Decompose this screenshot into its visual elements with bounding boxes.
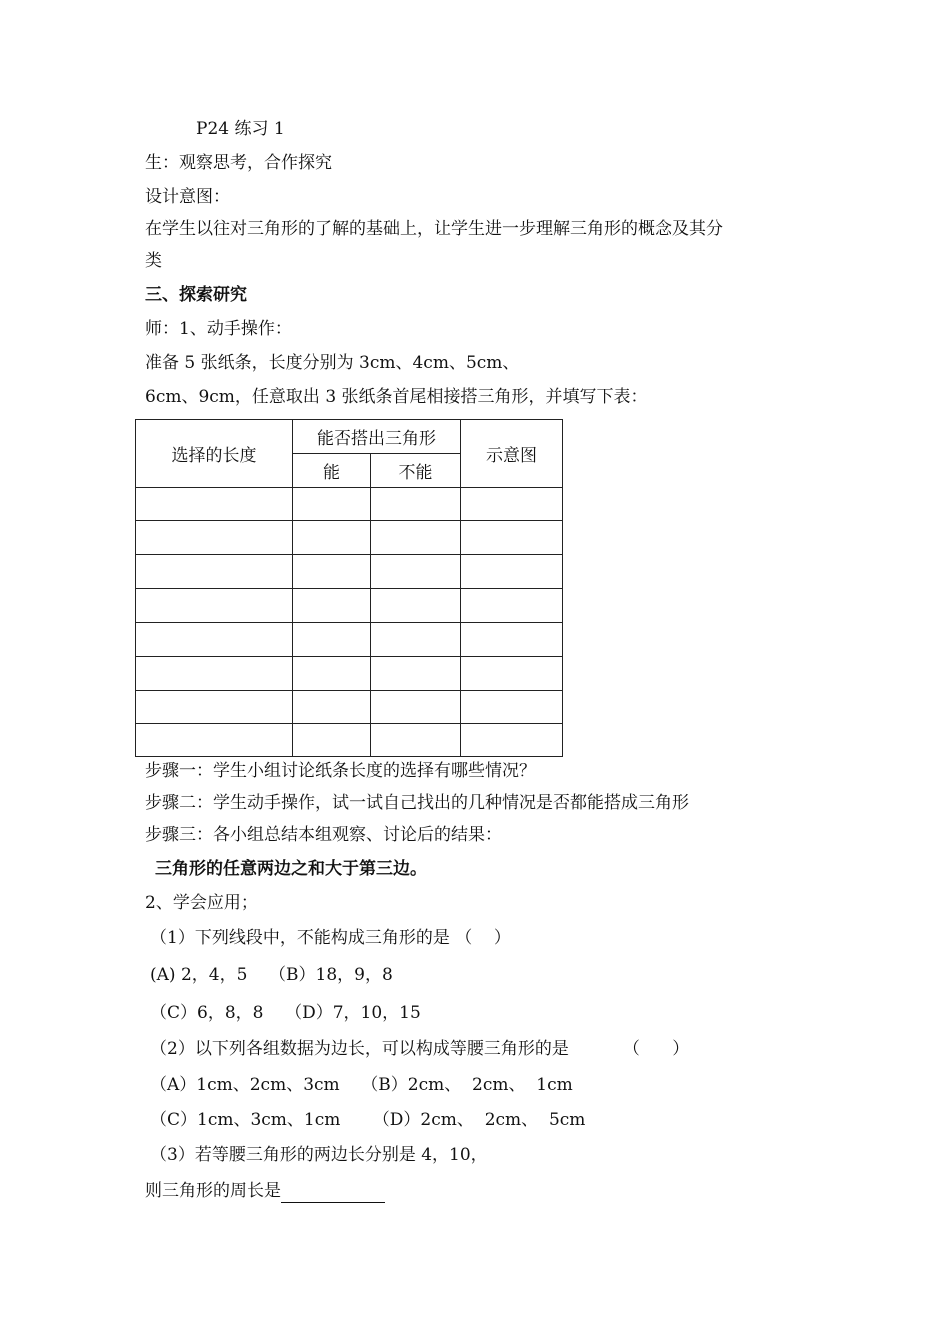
header-sketch: 示意图: [461, 420, 563, 488]
table-row: [136, 691, 563, 724]
cell[interactable]: [293, 657, 371, 691]
cell[interactable]: [461, 657, 563, 691]
table-row: [136, 521, 563, 555]
cell[interactable]: [136, 724, 293, 757]
cell[interactable]: [136, 691, 293, 724]
header-can: 能: [293, 454, 371, 488]
step-three: 步骤三：各小组总结本组观察、讨论后的结果：: [145, 825, 502, 845]
question-3-prompt: 则三角形的周长是: [145, 1181, 281, 1201]
cell[interactable]: [461, 691, 563, 724]
cell[interactable]: [461, 555, 563, 589]
cell[interactable]: [461, 724, 563, 757]
question-1-options-ab: (A) 2，4，5 （B）18，9，8: [150, 965, 393, 985]
table-row: [136, 589, 563, 623]
answer-blank[interactable]: [281, 1184, 385, 1203]
cell[interactable]: [136, 488, 293, 521]
question-3-line-2: [145, 1179, 385, 1203]
cell[interactable]: [293, 521, 371, 555]
cell[interactable]: [371, 657, 461, 691]
cell[interactable]: [136, 555, 293, 589]
cell[interactable]: [293, 555, 371, 589]
cell[interactable]: [371, 589, 461, 623]
triangle-inequality-conclusion: 三角形的任意两边之和大于第三边。: [155, 859, 427, 879]
cell[interactable]: [293, 589, 371, 623]
step-one: 步骤一：学生小组讨论纸条长度的选择有哪些情况？: [145, 761, 536, 781]
header-cannot: 不能: [371, 454, 461, 488]
question-3: （3）若等腰三角形的两边长分别是 4，10，: [150, 1145, 488, 1165]
exercise-ref: P24 练习 1: [196, 119, 285, 139]
cell[interactable]: [461, 623, 563, 657]
question-1-options-cd: （C）6，8，8 （D）7，10，15: [150, 1003, 421, 1023]
cell[interactable]: [136, 521, 293, 555]
cell[interactable]: [136, 623, 293, 657]
table-row: [136, 555, 563, 589]
cell[interactable]: [371, 724, 461, 757]
cell[interactable]: [136, 657, 293, 691]
header-can-build: 能否搭出三角形: [293, 420, 461, 454]
design-intent-text-2: 类: [145, 251, 162, 271]
cell[interactable]: [293, 724, 371, 757]
cell[interactable]: [293, 623, 371, 657]
section-heading: 三、探索研究: [145, 285, 247, 305]
cell[interactable]: [371, 521, 461, 555]
cell[interactable]: [371, 488, 461, 521]
triangle-table: [135, 419, 563, 757]
step-two: 步骤二：学生动手操作，试一试自己找出的几种情况是否都能搭成三角形: [145, 793, 689, 813]
teacher-activity: 师：1、动手操作：: [145, 319, 292, 339]
cell[interactable]: [461, 488, 563, 521]
cell[interactable]: [371, 691, 461, 724]
cell[interactable]: [461, 589, 563, 623]
table-row: [136, 488, 563, 521]
table-row: [136, 724, 563, 757]
design-intent-label: 设计意图：: [145, 187, 230, 207]
prepare-text-2: 6cm、9cm，任意取出 3 张纸条首尾相接搭三角形，并填写下表：: [145, 387, 648, 407]
cell[interactable]: [461, 521, 563, 555]
design-intent-text-1: 在学生以往对三角形的了解的基础上，让学生进一步理解三角形的概念及其分: [145, 219, 723, 239]
cell[interactable]: [293, 488, 371, 521]
cell[interactable]: [371, 623, 461, 657]
cell[interactable]: [136, 589, 293, 623]
cell[interactable]: [293, 691, 371, 724]
student-activity: 生：观察思考，合作探究: [145, 153, 332, 173]
question-2-options-ab: （A）1cm、2cm、3cm （B）2cm、 2cm、 1cm: [150, 1075, 573, 1095]
table-row: [136, 623, 563, 657]
header-choice: 选择的长度: [136, 420, 293, 488]
question-2: （2）以下列各组数据为边长，可以构成等腰三角形的是 （ ）: [150, 1039, 690, 1059]
apply-heading: 2、学会应用；: [145, 893, 258, 913]
cell[interactable]: [371, 555, 461, 589]
question-2-options-cd: （C）1cm、3cm、1cm （D）2cm、 2cm、 5cm: [150, 1110, 586, 1130]
table-row: [136, 657, 563, 691]
question-1: （1）下列线段中，不能构成三角形的是 （ ）: [150, 928, 511, 948]
prepare-text-1: 准备 5 张纸条，长度分别为 3cm、4cm、5cm、: [145, 353, 520, 373]
